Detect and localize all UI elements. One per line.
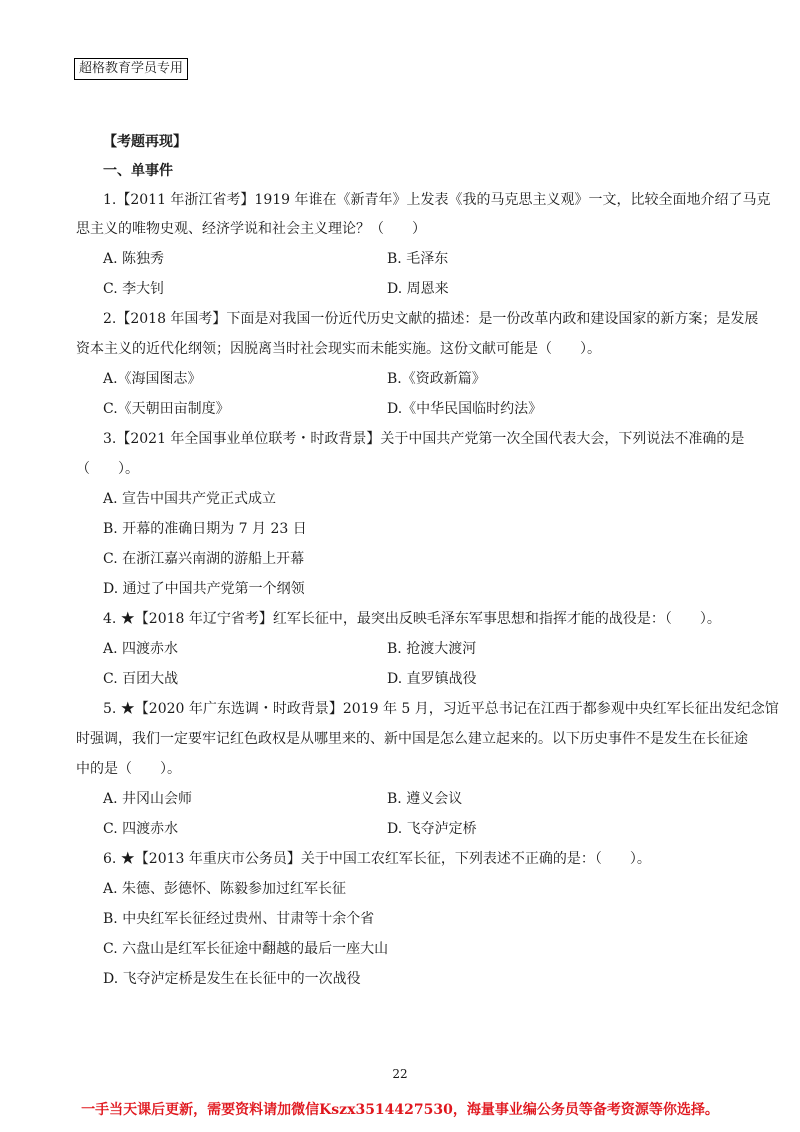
question-line: 思主义的唯物史观、经济学说和社会主义理论？（ ） [76, 221, 426, 237]
question-option: A. 朱德、彭德怀、陈毅参加过红军长征 [103, 881, 347, 897]
question-option: C. 百团大战 [103, 671, 179, 687]
question-option: C. 在浙江嘉兴南湖的游船上开幕 [103, 551, 305, 567]
question-option: B. 毛泽东 [387, 251, 449, 267]
question-line: 时强调，我们一定要牢记红色政权是从哪里来的、新中国是怎么建立起来的。以下历史事件不是发生在长征途 [76, 731, 748, 747]
section-title: 【考题再现】 [103, 134, 187, 150]
question-option: A.《海国图志》 [103, 371, 202, 387]
question-line: 中的是（ ）。 [76, 761, 181, 777]
question-option: D. 周恩来 [387, 281, 449, 297]
question-option: B. 遵义会议 [387, 791, 463, 807]
question-option: C. 四渡赤水 [103, 821, 179, 837]
question-option: C. 李大钊 [103, 281, 165, 297]
question-option: D.《中华民国临时约法》 [387, 401, 543, 417]
question-option: D. 直罗镇战役 [387, 671, 477, 687]
question-option: D. 通过了中国共产党第一个纲领 [103, 581, 305, 597]
question-option: D. 飞夺泸定桥是发生在长征中的一次战役 [103, 971, 361, 987]
question-option: C.《天朝田亩制度》 [103, 401, 230, 417]
question-line: 资本主义的近代化纲领；因脱离当时社会现实而未能实施。这份文献可能是（ ）。 [76, 341, 601, 357]
subsection-title: 一、单事件 [103, 163, 173, 179]
question-line: 2.【2018 年国考】下面是对我国一份近代历史文献的描述：是一份改革内政和建设国家的新方案；是发展 [103, 311, 759, 327]
question-line: 1.【2011 年浙江省考】1919 年谁在《新青年》上发表《我的马克思主义观》一文，比较全面地介绍了马克 [103, 192, 771, 208]
question-option: A. 宣告中国共产党正式成立 [103, 491, 277, 507]
question-option: B. 中央红军长征经过贵州、甘肃等十余个省 [103, 911, 375, 927]
question-line: 4. ★【2018 年辽宁省考】红军长征中，最突出反映毛泽东军事思想和指挥才能的战役是：（ ）。 [103, 611, 721, 627]
question-option: C. 六盘山是红军长征途中翻越的最后一座大山 [103, 941, 389, 957]
question-option: A. 井冈山会师 [103, 791, 193, 807]
question-option: A. 陈独秀 [103, 251, 165, 267]
question-line: （ ）。 [76, 461, 139, 477]
header-label: 超格教育学员专用 [74, 58, 188, 80]
question-option: B. 抢渡大渡河 [387, 641, 477, 657]
page-number: 22 [392, 1067, 408, 1081]
question-option: B.《资政新篇》 [387, 371, 486, 387]
question-line: 6. ★【2013 年重庆市公务员】关于中国工农红军长征，下列表述不正确的是：（ ）。 [103, 851, 651, 867]
footer-note: 一手当天课后更新，需要资料请加微信Kszx3514427530，海量事业编公务员等备考资源等你选择。 [81, 1102, 719, 1118]
question-line: 3.【2021 年全国事业单位联考・时政背景】关于中国共产党第一次全国代表大会，下列说法不准确的是 [103, 431, 745, 447]
question-line: 5. ★【2020 年广东选调・时政背景】2019 年 5 月，习近平总书记在江西于都参观中央红军长征出发纪念馆 [103, 701, 779, 717]
question-option: D. 飞夺泸定桥 [387, 821, 477, 837]
question-option: B. 开幕的准确日期为 7 月 23 日 [103, 521, 307, 537]
question-option: A. 四渡赤水 [103, 641, 179, 657]
